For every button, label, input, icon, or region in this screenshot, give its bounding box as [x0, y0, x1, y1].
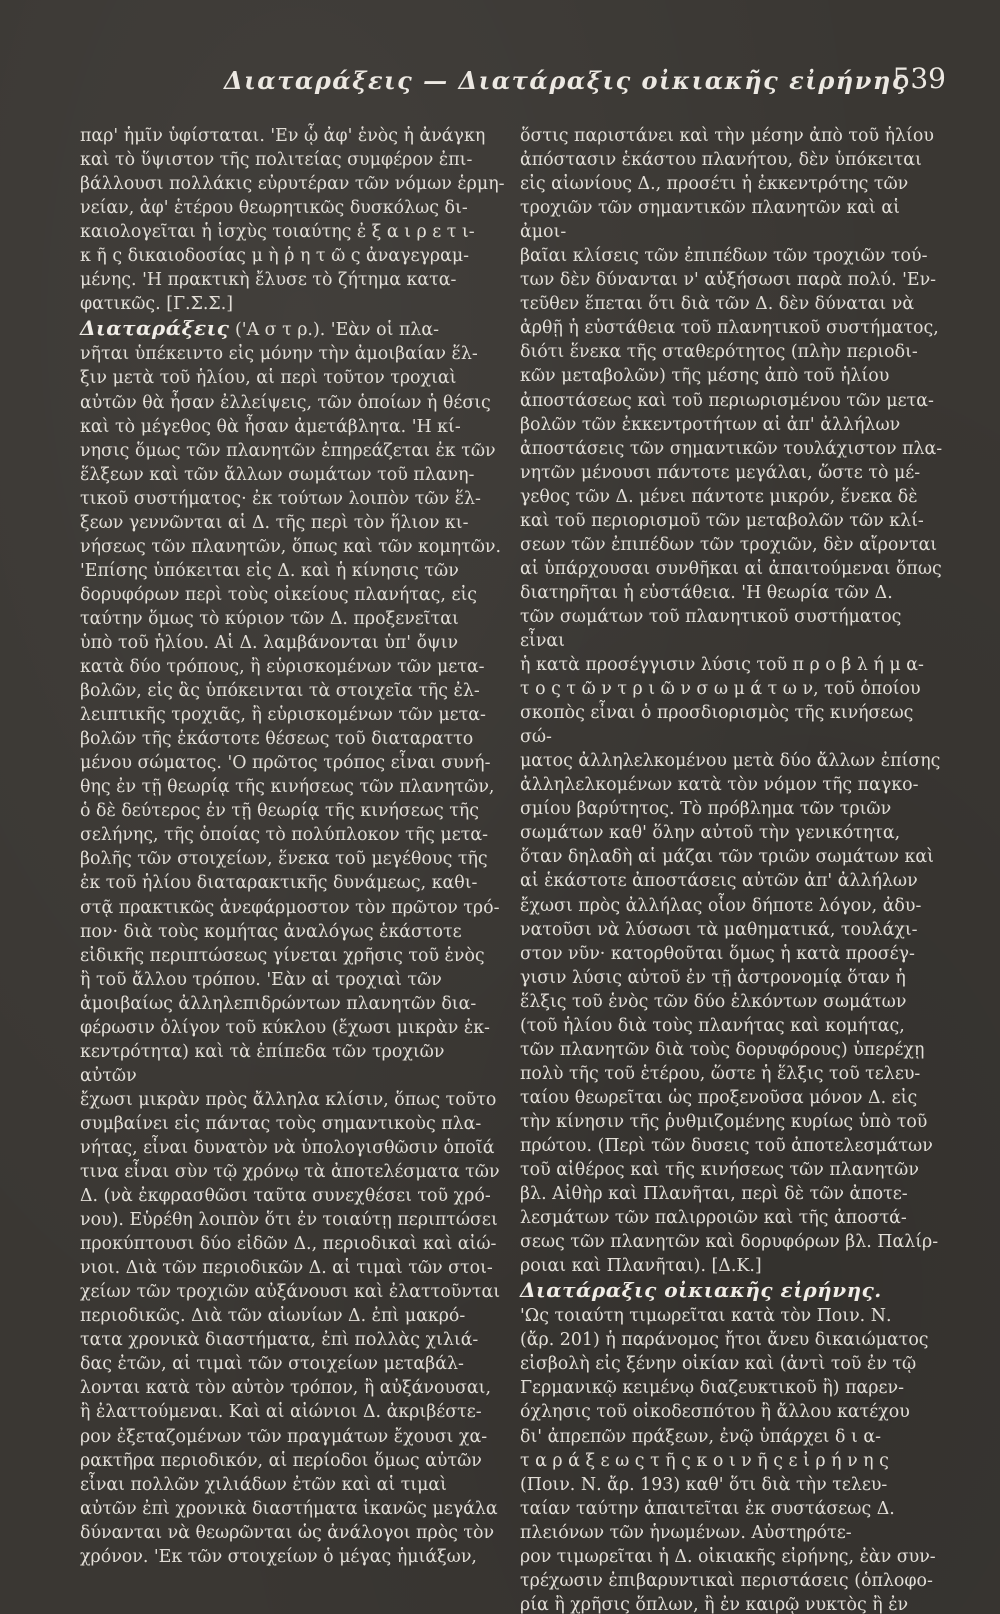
left-column [80, 124, 505, 1569]
right-paragraph-continued: ὅστις παριστάνει καὶ τὴν μέσην ἀπὸ τοῦ ἡλίου ἀπόστασιν ἑκάστου πλανήτου, δὲν ὑπόκειται εἰς αἰωνίους Δ., προσέτι ἡ ἐκκεντρότης τῶν τροχιῶν τῶν σημαντικῶν πλανητῶν καὶ αἱ ἀμοι- βαῖαι κλίσεις τῶν ἐπιπέδων τῶν τροχιῶν τού- των δὲν δύνανται ν' αὐξήσωσι παρὰ πολύ. 'Εν- τεῦθεν ἕπεται ὅτι διὰ τῶν Δ. δὲν δύναται νὰ ἀρθῇ ἡ εὐστάθεια τοῦ πλανητικοῦ συστήματος, διότι ἕνεκα τῆς σταθερότητος (πλὴν περιοδι- κῶν μεταβολῶν) τῆς μέσης ἀπὸ τοῦ ἡλίου ἀποστάσεως καὶ τοῦ περιωρισμένου τῶν μετα- βολῶν τῶν ἐκκεντροτήτων αἱ ἀπ' ἀλλήλων ἀποστάσεις τῶν σημαντικῶν τουλάχιστον πλα- νητῶν μένουσι πάντοτε μεγάλαι, ὥστε τὸ μέ- γεθος τῶν Δ. μένει πάντοτε μικρόν, ἕνεκα δὲ καὶ τοῦ περιορισμοῦ τῶν μεταβολῶν τῶν κλί- σεων τῶν ἐπιπέδων τῶν τροχιῶν, δὲν αἴρονται αἱ ὑπάρχουσαι συνθῆκαι αἱ ἀπαιτούμεναι ὅπως διατηρῆται ἡ εὐστάθεια. 'Η θεωρία τῶν Δ. τῶν σωμάτων τοῦ πλανητικοῦ συστήματος εἶναι ἡ κατὰ προσέγγισιν λύσις τοῦ π ρ ο β λ ή μ α- τ ο ς τ ῶ ν τ ρ ι ῶ ν σ ω μ ά τ ω ν, τοῦ ὁποίου σκοπὸς εἶναι ὁ προσδιορισμὸς τῆς κινήσεως σώ- ματος ἀλληλελκομένου μετὰ δύο ἄλλων ἐπίσης ἀλληλελκομένων κατὰ τὸν νόμον τῆς παγκο- σμίου βαρύτητος. Τὸ πρόβλημα τῶν τριῶν σωμάτων καθ' ὅλην αὐτοῦ τὴν γενικότητα, ὅταν δηλαδὴ αἱ μάζαι τῶν τριῶν σωμάτων καὶ αἱ ἑκάστοτε ἀποστάσεις αὐτῶν ἀπ' ἀλλήλων ἔχωσι πρὸς ἀλλήλας οἷον δήποτε λόγον, ἀδυ- νατοῦσι νὰ λύσωσι τὰ μαθηματικά, τουλάχι- στον νῦν· κατορθοῦται ὅμως ἡ κατὰ προσέγ- γισιν λύσις αὐτοῦ ἐν τῇ ἀστρονομίᾳ ὅταν ἡ ἕλξις τοῦ ἑνὸς τῶν δύο ἑλκόντων σωμάτων (τοῦ ἡλίου διὰ τοὺς πλανήτας καὶ κομήτας, τῶν πλανητῶν διὰ τοὺς δορυφόρους) ὑπερέχῃ πολὺ τῆς τοῦ ἑτέρου, ὥστε ἡ ἕλξις τοῦ τελευ- ταίου θεωρεῖται ὡς προξενοῦσα μόνον Δ. εἰς τὴν κίνησιν τῆς ῥυθμιζομένης κυρίως ὑπὸ τοῦ πρώτου. (Περὶ τῶν δυσεις τοῦ ἀποτελεσμάτων τοῦ αἰθέρος καὶ τῆς κινήσεως τῶν πλανητῶν βλ. Αἰθὴρ καὶ Πλανῆται, περὶ δὲ τῶν ἀποτε- λεσμάτων τῶν παλιρροιῶν καὶ τῆς ἀποστά- σεως τῶν πλανητῶν καὶ δορυφόρων βλ. Παλίρ- ροιαι καὶ Πλανῆται). [Δ.Κ.] [520, 126, 943, 1277]
entry-body-diataraxeis: ('Α σ τ ρ.). 'Εὰν οἱ πλα- νῆται ὑπέκειντο εἰς μόνην τὴν ἀμοιβαίαν ἕλ- ξιν μετὰ τοῦ ἡλίου, αἱ περὶ τοῦτον τροχιαὶ αὐτῶν θὰ ἦσαν ἐλλείψεις, τῶν ὁποίων ἡ θέσις καὶ τὸ μέγεθος θὰ ἦσαν ἀμετάβλητα. 'Η κί- νησις ὅμως τῶν πλανητῶν ἐπηρεάζεται ἐκ τῶν ἕλξεων καὶ τῶν ἄλλων σωμάτων τοῦ πλανη- τικοῦ συστήματος· ἐκ τούτων λοιπὸν τῶν ἕλ- ξεων γεννῶνται αἱ Δ. τῆς περὶ τὸν ἥλιον κι- νήσεως τῶν πλανητῶν, ὅπως καὶ τῶν κομητῶν. 'Επίσης ὑπόκειται εἰς Δ. καὶ ἡ κίνησις τῶν δορυφόρων περὶ τοὺς οἰκείους πλανήτας, εἰς ταύτην ὅμως τὸ κύριον τῶν Δ. προξενεῖται ὑπὸ τοῦ ἡλίου. Αἱ Δ. λαμβάνονται ὑπ' ὄψιν κατὰ δύο τρόπους, ἢ εὑρισκομένων τῶν μετα- βολῶν, εἰς ἃς ὑπόκεινται τὰ στοιχεῖα τῆς ἐλ- λειπτικῆς τροχιᾶς, ἢ εὑρισκομένων τῶν μετα- βολῶν τῆς ἑκάστοτε θέσεως τοῦ διαταραττο μένου σώματος. 'Ο πρῶτος τρόπος εἶναι συνή- θης ἐν τῇ θεωρίᾳ τῆς κινήσεως τῶν πλανητῶν, ὁ δὲ δεύτερος ἐν τῇ θεωρίᾳ τῆς κινήσεως τῆς σελήνης, τῆς ὁποίας τὸ πολύπλοκον τῆς μετα- βολῆς τῶν στοιχείων, ἕνεκα τοῦ μεγέθους τῆς ἐκ τοῦ ἡλίου διαταρακτικῆς δυνάμεως, καθι- στᾷ πρακτικῶς ἀνεφάρμοστον τὸν πρῶτον τρό- πον· διὰ τοὺς κομήτας ἀναλόγως ἑκάστοτε εἰδικῆς περιπτώσεως γίνεται χρῆσις τοῦ ἑνὸς ἢ τοῦ ἄλλου τρόπου. 'Εὰν αἱ τροχιαὶ τῶν ἀμοιβαίως ἀλληλεπιδρώντων πλανητῶν δια- φέρωσιν ὀλίγον τοῦ κύκλου (ἔχωσι μικρὰν ἐκ- κεντρότητα) καὶ τὰ ἐπίπεδα τῶν τροχιῶν αὐτῶν ἔχωσι μικρὰν πρὸς ἄλληλα κλίσιν, ὅπως τοῦτο συμβαίνει εἰς πάντας τοὺς σημαντικοὺς πλα- νήτας, εἶναι δυνατὸν νὰ ὑπολογισθῶσιν ὁποῖά τινα εἶναι σὺν τῷ χρόνῳ τὰ ἀποτελέσματα τῶν Δ. (νὰ ἐκφρασθῶσι ταῦτα συνεχθέσει τοῦ χρό- νου). Εὑρέθη λοιπὸν ὅτι ἐν τοιαύτῃ περιπτώσει προκύπτουσι δύο εἰδῶν Δ., περιοδικαὶ καὶ αἰώ- νιοι. Διὰ τῶν περιοδικῶν Δ. αἱ τιμαὶ τῶν στοι- χείων τῶν τροχιῶν αὐξάνουσι καὶ ἐλαττοῦνται περιοδικῶς. Διὰ τῶν αἰωνίων Δ. ἐπὶ μακρό- τατα χρονικὰ διαστήματα, ἐπὶ πολλὰς χιλιά- δας ἐτῶν, αἱ τιμαὶ τῶν στοιχείων μεταβάλ- λονται κατὰ τὸν αὐτὸν τρόπον, ἢ αὐξάνουσαι, ἢ ἐλαττούμεναι. Καὶ αἱ αἰώνιοι Δ. ἀκριβέστε- ρον ἐξεταζομένων τῶν πραγμάτων ἔχουσι χα- ρακτῆρα περιοδικόν, αἱ περίοδοι ὅμως αὐτῶν εἶναι πολλῶν χιλιάδων ἐτῶν καὶ αἱ τιμαὶ αὐτῶν ἐπὶ χρονικὰ διαστήματα ἱκανῶς μεγάλα δύνανται νὰ θεωρῶνται ὡς ἀνάλογοι πρὸς τὸν χρόνον. 'Εκ τῶν στοιχείων ὁ μέγας ἡμιάξων, [80, 320, 502, 1567]
entry-diataraxis-oikiakis-eirinis [520, 1278, 950, 1304]
running-head: Διαταράξεις — Διατάραξις οἰκιακῆς εἰρήνης [224, 66, 908, 95]
page-number: 539 [892, 62, 946, 95]
page-header [72, 62, 948, 106]
right-column [520, 124, 950, 1614]
entry-head-diataraxeis: Διαταράξεις [80, 316, 230, 341]
left-paragraph-continued: παρ' ἡμῖν ὑφίσταται. 'Εν ᾧ ἀφ' ἑνὸς ἡ ἀνάγκη καὶ τὸ ὕψιστον τῆς πολιτείας συμφέρον ἐπι- βάλλουσι πολλάκις εὐρυτέραν τῶν νόμων ἑρμη- νείαν, ἀφ' ἑτέρου θεωρητικῶς δυσκόλως δι- καιολογεῖται ἡ ἰσχὺς τοιαύτης ἐ ξ α ι ρ ε τ ι- κ ῆ ς δικαιοδοσίας μ ὴ ῥ η τ ῶ ς ἀναγεγραμ- μένης. 'Η πρακτικὴ ἔλυσε τὸ ζήτημα κατα- φατικῶς. [Γ.Σ.Σ.] [80, 126, 505, 315]
entry-body-diataraxis-oikiakis-eirinis: 'Ως τοιαύτη τιμωρεῖται κατὰ τὸν Ποιν. Ν. (ἄρ. 201) ἡ παράνομος ἤτοι ἄνευ δικαιώματος εἰσβολὴ εἰς ξένην οἰκίαν καὶ (ἀντὶ τοῦ ἐν τῷ Γερμανικῷ κειμένῳ διαζευκτικοῦ ἢ) παρεν- όχλησις τοῦ οἰκοδεσπότου ἢ ἄλλου κατέχου δι' ἀπρεπῶν πράξεων, ἐνῷ ὑπάρχει δ ι α- τ α ρ ά ξ ε ω ς τ ῆ ς κ ο ι ν ῆ ς ε ἰ ρ ή ν η ς (Ποιν. Ν. ἄρ. 193) καθ' ὅτι διὰ τὴν τελευ- ταίαν ταύτην ἀπαιτεῖται ἐκ συστάσεως Δ. πλειόνων τῶν ἡνωμένων. Αὐστηρότε- ρον τιμωρεῖται ἡ Δ. οἰκιακῆς εἰρήνης, ἐὰν συν- τρέχωσιν ἐπιβαρυντικαὶ περιστάσεις (ὁπλοφο- ρία ἢ χρῆσις ὅπλων, ἢ ἐν καιρῷ νυκτὸς ἢ ἐν [520, 1306, 936, 1614]
entry-diataraxeis [80, 316, 505, 1568]
entry-head-diataraxis-oikiakis-eirinis: Διατάραξις οἰκιακῆς εἰρήνης. [520, 1278, 882, 1303]
